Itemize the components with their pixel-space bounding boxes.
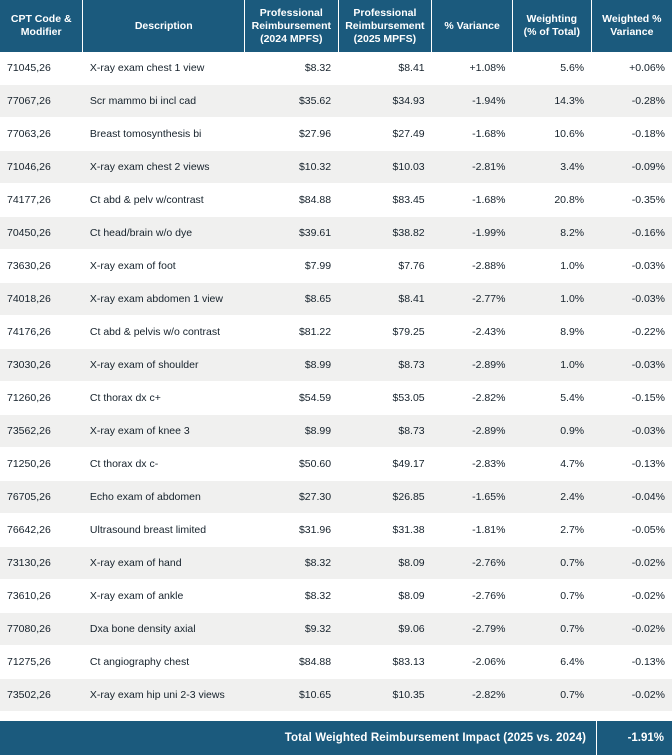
cell-percent-variance: -2.81%	[432, 151, 513, 184]
cell-weighted-percent-variance: +0.06%	[591, 52, 672, 85]
cell-reimbursement-2024: $10.65	[245, 679, 339, 712]
cell-cpt-code: 76705,26	[0, 481, 83, 514]
column-header-weighted-percent-variance: Weighted % Variance	[591, 0, 672, 52]
cell-reimbursement-2025: $27.49	[338, 118, 432, 151]
cell-weighting: 2.4%	[512, 481, 591, 514]
cell-weighted-percent-variance: -0.35%	[591, 184, 672, 217]
column-header-description: Description	[83, 0, 245, 52]
cell-cpt-code: 71250,26	[0, 448, 83, 481]
total-impact-value: -1.91%	[596, 721, 672, 755]
table-row	[0, 448, 672, 481]
cell-percent-variance: -1.81%	[432, 514, 513, 547]
cell-percent-variance: -1.68%	[432, 184, 513, 217]
cell-weighted-percent-variance: -0.02%	[591, 580, 672, 613]
cell-cpt-code: 71046,26	[0, 151, 83, 184]
cell-cpt-code: 73562,26	[0, 415, 83, 448]
cell-description: Dxa bone density axial	[83, 613, 245, 646]
cell-percent-variance: -1.68%	[432, 118, 513, 151]
cell-description: X-ray exam of knee 3	[83, 415, 245, 448]
cell-cpt-code: 73630,26	[0, 250, 83, 283]
cell-reimbursement-2024: $54.59	[245, 382, 339, 415]
cell-description: X-ray exam of ankle	[83, 580, 245, 613]
cell-weighting: 8.9%	[512, 316, 591, 349]
table-header-row	[0, 0, 672, 52]
table-header	[0, 0, 672, 52]
cell-cpt-code: 74176,26	[0, 316, 83, 349]
cell-weighting: 1.0%	[512, 250, 591, 283]
cell-weighting: 0.9%	[512, 415, 591, 448]
cell-weighting: 0.7%	[512, 580, 591, 613]
cell-description: Ct abd & pelv w/contrast	[83, 184, 245, 217]
table-row	[0, 613, 672, 646]
cell-description: Ct thorax dx c-	[83, 448, 245, 481]
cell-weighting: 10.6%	[512, 118, 591, 151]
cell-description: Ct thorax dx c+	[83, 382, 245, 415]
cell-cpt-code: 70450,26	[0, 217, 83, 250]
table-row	[0, 250, 672, 283]
cell-reimbursement-2025: $83.13	[338, 646, 432, 679]
cell-weighting: 1.0%	[512, 283, 591, 316]
table-row	[0, 52, 672, 85]
cell-reimbursement-2025: $8.41	[338, 52, 432, 85]
cell-weighted-percent-variance: -0.15%	[591, 382, 672, 415]
cell-percent-variance: -2.06%	[432, 646, 513, 679]
cell-description: X-ray exam hip uni 2-3 views	[83, 679, 245, 712]
cell-weighted-percent-variance: -0.03%	[591, 415, 672, 448]
cell-percent-variance: -2.77%	[432, 283, 513, 316]
table-row	[0, 184, 672, 217]
cell-weighting: 6.4%	[512, 646, 591, 679]
cell-reimbursement-2024: $10.32	[245, 151, 339, 184]
cell-reimbursement-2025: $31.38	[338, 514, 432, 547]
column-header-reimbursement-2024: Professional Reimbursement (2024 MPFS)	[245, 0, 339, 52]
cell-reimbursement-2024: $39.61	[245, 217, 339, 250]
table-row	[0, 580, 672, 613]
cell-reimbursement-2024: $81.22	[245, 316, 339, 349]
cell-description: Ct head/brain w/o dye	[83, 217, 245, 250]
cell-percent-variance: -2.82%	[432, 382, 513, 415]
cell-description: X-ray exam chest 1 view	[83, 52, 245, 85]
cell-reimbursement-2025: $10.35	[338, 679, 432, 712]
cell-reimbursement-2024: $50.60	[245, 448, 339, 481]
table-row	[0, 316, 672, 349]
cell-weighting: 0.7%	[512, 679, 591, 712]
cell-reimbursement-2025: $38.82	[338, 217, 432, 250]
cell-percent-variance: -2.76%	[432, 580, 513, 613]
cell-cpt-code: 73130,26	[0, 547, 83, 580]
cell-reimbursement-2025: $7.76	[338, 250, 432, 283]
cell-cpt-code: 71275,26	[0, 646, 83, 679]
cell-reimbursement-2024: $8.99	[245, 349, 339, 382]
cell-percent-variance: -2.83%	[432, 448, 513, 481]
cell-reimbursement-2025: $8.09	[338, 580, 432, 613]
cell-reimbursement-2024: $8.32	[245, 547, 339, 580]
cell-reimbursement-2024: $8.32	[245, 580, 339, 613]
table-row	[0, 481, 672, 514]
cell-weighting: 14.3%	[512, 85, 591, 118]
cell-reimbursement-2024: $27.30	[245, 481, 339, 514]
table-row	[0, 85, 672, 118]
cell-percent-variance: -1.65%	[432, 481, 513, 514]
cell-cpt-code: 74018,26	[0, 283, 83, 316]
cell-weighted-percent-variance: -0.04%	[591, 481, 672, 514]
cell-cpt-code: 77063,26	[0, 118, 83, 151]
cell-percent-variance: -1.99%	[432, 217, 513, 250]
table-row	[0, 679, 672, 712]
table-row	[0, 118, 672, 151]
cell-weighted-percent-variance: -0.13%	[591, 646, 672, 679]
cell-description: X-ray exam of shoulder	[83, 349, 245, 382]
cell-reimbursement-2025: $8.73	[338, 349, 432, 382]
cell-percent-variance: -1.94%	[432, 85, 513, 118]
cell-weighted-percent-variance: -0.13%	[591, 448, 672, 481]
cell-weighting: 1.0%	[512, 349, 591, 382]
cell-weighting: 3.4%	[512, 151, 591, 184]
cell-reimbursement-2025: $79.25	[338, 316, 432, 349]
column-header-reimbursement-2025: Professional Reimbursement (2025 MPFS)	[338, 0, 432, 52]
cell-percent-variance: -2.88%	[432, 250, 513, 283]
cell-weighting: 0.7%	[512, 547, 591, 580]
cell-reimbursement-2025: $8.09	[338, 547, 432, 580]
cell-description: Ct abd & pelvis w/o contrast	[83, 316, 245, 349]
cell-weighted-percent-variance: -0.16%	[591, 217, 672, 250]
cell-reimbursement-2025: $83.45	[338, 184, 432, 217]
column-header-weighting: Weighting (% of Total)	[512, 0, 591, 52]
cell-reimbursement-2024: $27.96	[245, 118, 339, 151]
cell-percent-variance: -2.79%	[432, 613, 513, 646]
cell-reimbursement-2025: $10.03	[338, 151, 432, 184]
cell-weighted-percent-variance: -0.05%	[591, 514, 672, 547]
cell-percent-variance: -2.89%	[432, 415, 513, 448]
cell-cpt-code: 73030,26	[0, 349, 83, 382]
column-header-percent-variance: % Variance	[432, 0, 513, 52]
cell-weighted-percent-variance: -0.02%	[591, 613, 672, 646]
cell-weighted-percent-variance: -0.02%	[591, 679, 672, 712]
cell-percent-variance: -2.76%	[432, 547, 513, 580]
cell-weighting: 0.7%	[512, 613, 591, 646]
cell-description: Breast tomosynthesis bi	[83, 118, 245, 151]
table-row	[0, 283, 672, 316]
cell-cpt-code: 77080,26	[0, 613, 83, 646]
cell-description: Echo exam of abdomen	[83, 481, 245, 514]
cell-weighted-percent-variance: -0.02%	[591, 547, 672, 580]
cell-description: Ct angiography chest	[83, 646, 245, 679]
cell-percent-variance: +1.08%	[432, 52, 513, 85]
cell-reimbursement-2025: $34.93	[338, 85, 432, 118]
cell-weighted-percent-variance: -0.18%	[591, 118, 672, 151]
cell-reimbursement-2025: $26.85	[338, 481, 432, 514]
cell-reimbursement-2024: $84.88	[245, 184, 339, 217]
cell-weighting: 2.7%	[512, 514, 591, 547]
cell-description: X-ray exam of hand	[83, 547, 245, 580]
table-row	[0, 349, 672, 382]
cell-description: X-ray exam chest 2 views	[83, 151, 245, 184]
cell-reimbursement-2025: $49.17	[338, 448, 432, 481]
cell-reimbursement-2024: $8.65	[245, 283, 339, 316]
cell-weighted-percent-variance: -0.03%	[591, 349, 672, 382]
cell-cpt-code: 74177,26	[0, 184, 83, 217]
table-row	[0, 547, 672, 580]
cell-cpt-code: 77067,26	[0, 85, 83, 118]
cell-percent-variance: -2.43%	[432, 316, 513, 349]
cell-weighting: 5.4%	[512, 382, 591, 415]
cell-reimbursement-2024: $9.32	[245, 613, 339, 646]
cell-reimbursement-2025: $9.06	[338, 613, 432, 646]
table-row	[0, 217, 672, 250]
cell-cpt-code: 73502,26	[0, 679, 83, 712]
cell-weighted-percent-variance: -0.09%	[591, 151, 672, 184]
cell-reimbursement-2024: $8.32	[245, 52, 339, 85]
cell-weighting: 8.2%	[512, 217, 591, 250]
cell-description: Ultrasound breast limited	[83, 514, 245, 547]
cell-reimbursement-2024: $35.62	[245, 85, 339, 118]
cell-reimbursement-2025: $53.05	[338, 382, 432, 415]
table-row	[0, 646, 672, 679]
cell-cpt-code: 73610,26	[0, 580, 83, 613]
cell-cpt-code: 76642,26	[0, 514, 83, 547]
total-impact-label: Total Weighted Reimbursement Impact (2025 vs. 2024)	[284, 732, 586, 745]
table-row	[0, 415, 672, 448]
cell-reimbursement-2025: $8.41	[338, 283, 432, 316]
table-row	[0, 151, 672, 184]
cell-weighted-percent-variance: -0.03%	[591, 283, 672, 316]
cell-weighted-percent-variance: -0.28%	[591, 85, 672, 118]
total-impact-bar	[0, 721, 672, 755]
column-header-cpt-code: CPT Code & Modifier	[0, 0, 83, 52]
cell-reimbursement-2025: $8.73	[338, 415, 432, 448]
cell-weighted-percent-variance: -0.03%	[591, 250, 672, 283]
cell-reimbursement-2024: $84.88	[245, 646, 339, 679]
cell-description: X-ray exam abdomen 1 view	[83, 283, 245, 316]
cell-percent-variance: -2.89%	[432, 349, 513, 382]
cell-reimbursement-2024: $8.99	[245, 415, 339, 448]
cell-cpt-code: 71045,26	[0, 52, 83, 85]
cell-weighting: 4.7%	[512, 448, 591, 481]
cell-description: Scr mammo bi incl cad	[83, 85, 245, 118]
cell-percent-variance: -2.82%	[432, 679, 513, 712]
cell-weighted-percent-variance: -0.22%	[591, 316, 672, 349]
table-body	[0, 52, 672, 712]
cell-weighting: 20.8%	[512, 184, 591, 217]
cell-reimbursement-2024: $7.99	[245, 250, 339, 283]
table-row	[0, 514, 672, 547]
cell-weighting: 5.6%	[512, 52, 591, 85]
table-row	[0, 382, 672, 415]
cell-description: X-ray exam of foot	[83, 250, 245, 283]
cell-reimbursement-2024: $31.96	[245, 514, 339, 547]
cell-cpt-code: 71260,26	[0, 382, 83, 415]
